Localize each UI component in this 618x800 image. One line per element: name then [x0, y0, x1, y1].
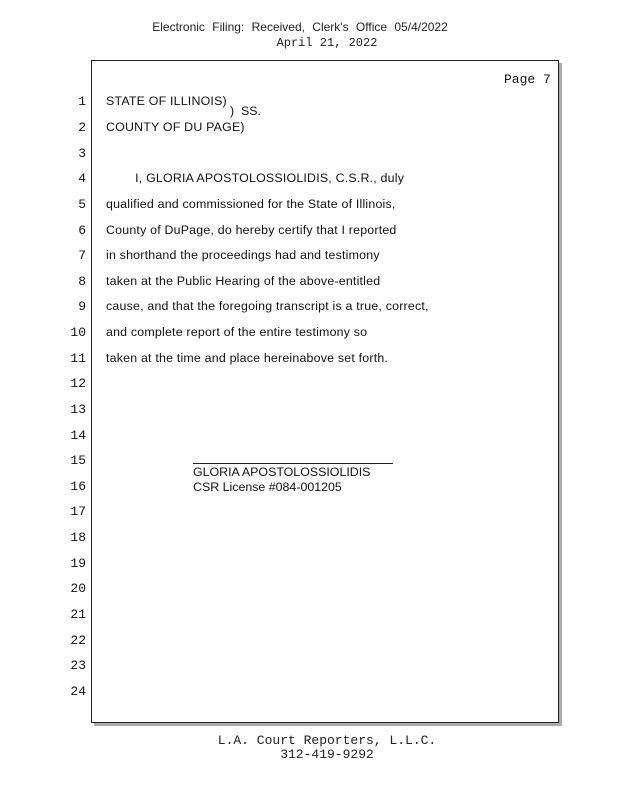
transcript-line: taken at the time and place hereinabove set forth.	[106, 351, 389, 365]
transcript-line: qualified and commissioned for the State of Illinois,	[106, 197, 396, 211]
line-number: 1	[78, 94, 86, 109]
transcript-line: taken at the Public Hearing of the above-entitled	[106, 274, 381, 288]
line-number: 9	[78, 299, 86, 314]
line-number: 15	[70, 453, 86, 468]
transcript-date: April 21, 2022	[276, 36, 378, 50]
filing-stamp: Electronic Filing: Received, Clerk's Office 05/4/2022	[152, 20, 448, 34]
line-number: 10	[70, 325, 86, 340]
line-number: 18	[70, 530, 86, 545]
line-number: 7	[78, 248, 86, 263]
transcript-line: STATE OF ILLINOIS)	[106, 94, 227, 108]
line-number: 16	[70, 479, 86, 494]
line-number: 20	[70, 581, 86, 596]
transcript-line: cause, and that the foregoing transcript is a true, correct,	[106, 299, 429, 313]
line-number: 8	[78, 274, 86, 289]
footer-company: L.A. Court Reporters, L.L.C.	[217, 733, 437, 748]
line-number: 21	[70, 607, 86, 622]
page-number: Page 7	[504, 72, 551, 87]
line-number: 4	[78, 171, 86, 186]
line-number: 12	[70, 376, 86, 391]
line-number: 22	[70, 633, 86, 648]
transcript-ss: ) SS.	[230, 104, 261, 118]
line-number: 19	[70, 556, 86, 571]
line-number: 6	[78, 223, 86, 238]
line-number: 5	[78, 197, 86, 212]
csr-license: CSR License #084-001205	[193, 480, 342, 494]
line-number: 3	[78, 146, 86, 161]
line-number: 13	[70, 402, 86, 417]
transcript-page	[91, 60, 559, 723]
transcript-line: and complete report of the entire testimony so	[106, 325, 368, 339]
line-number: 24	[70, 684, 86, 699]
footer-phone: 312-419-9292	[280, 747, 374, 762]
line-number: 23	[70, 658, 86, 673]
line-number: 11	[70, 351, 86, 366]
transcript-line: COUNTY OF DU PAGE)	[106, 120, 245, 134]
transcript-line: I, GLORIA APOSTOLOSSIOLIDIS, C.S.R., duly	[106, 171, 405, 185]
line-number: 17	[70, 504, 86, 519]
reporter-name: GLORIA APOSTOLOSSIOLIDIS	[193, 465, 371, 479]
line-number: 14	[70, 428, 86, 443]
line-number: 2	[78, 120, 86, 135]
transcript-line: County of DuPage, do hereby certify that I reported	[106, 223, 397, 237]
transcript-line: in shorthand the proceedings had and testimony	[106, 248, 380, 262]
signature-line	[193, 463, 393, 464]
